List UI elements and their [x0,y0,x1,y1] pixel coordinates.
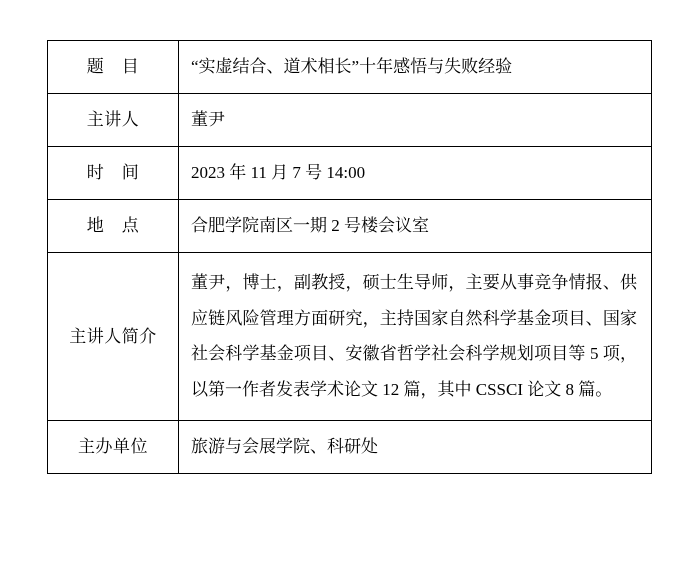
row-value-place: 合肥学院南区一期 2 号楼会议室 [179,200,652,253]
table-row [48,41,652,94]
table-row [48,200,652,253]
row-value-organizer: 旅游与会展学院、科研处 [179,420,652,473]
row-value-speaker: 董尹 [179,94,652,147]
lecture-info-table [47,40,652,474]
table-row [48,420,652,473]
table-row [48,94,652,147]
table-row [48,147,652,200]
row-label-bio: 主讲人简介 [48,253,179,421]
row-label-organizer: 主办单位 [48,420,179,473]
table-body [48,41,652,474]
row-label-speaker: 主讲人 [48,94,179,147]
row-value-time: 2023 年 11 月 7 号 14:00 [179,147,652,200]
row-label-time: 时 间 [48,147,179,200]
row-label-place: 地 点 [48,200,179,253]
row-value-title: “实虚结合、道术相长”十年感悟与失败经验 [179,41,652,94]
table-row [48,253,652,421]
row-label-title: 题 目 [48,41,179,94]
row-value-bio: 董尹，博士，副教授，硕士生导师，主要从事竞争情报、供应链风险管理方面研究，主持国家自然科学基金项目、国家社会科学基金项目、安徽省哲学社会科学规划项目等 5 项，以第一作者发表学术论文 12 篇，其中 CSSCI 论文 8 篇。 [179,253,652,421]
